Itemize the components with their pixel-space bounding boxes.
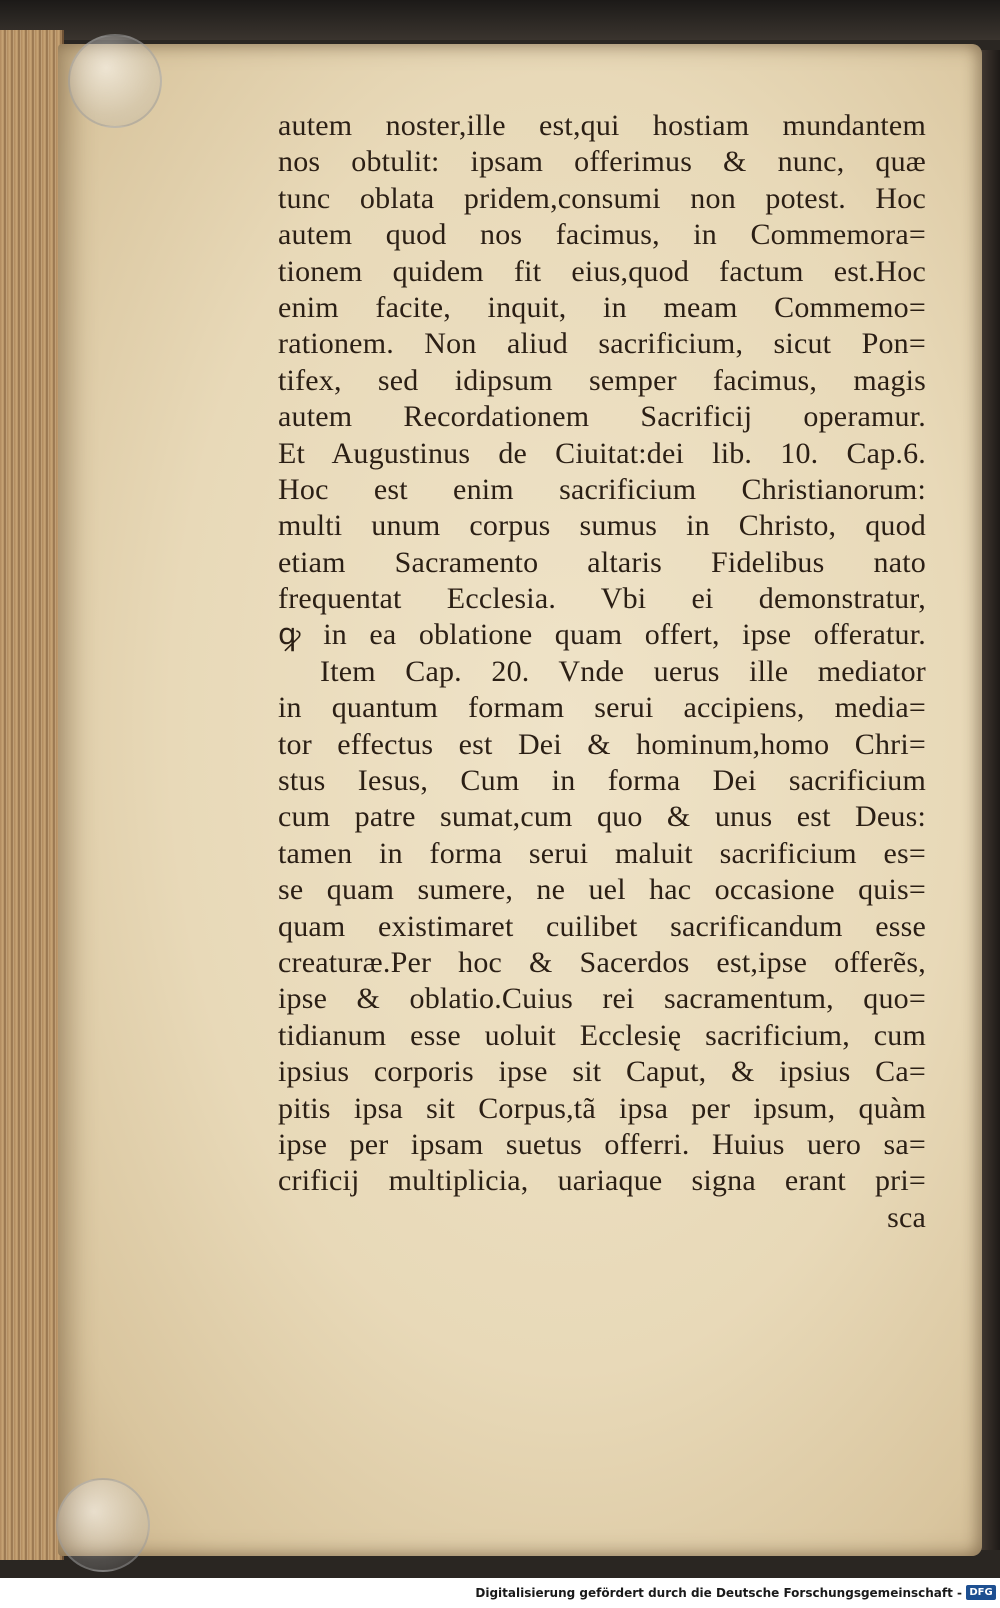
- text-line: pitis ipsa sit Corpus,tã ipsa per ipsum, quàm: [278, 1091, 926, 1125]
- text-line: tamen in forma serui maluit sacrificium es=: [278, 836, 926, 870]
- text-line: ipsius corporis ipse sit Caput, & ipsius Ca=: [278, 1055, 926, 1089]
- text-line: autem quod nos facimus, in Commemora=: [278, 218, 926, 252]
- text-line: tor effectus est Dei & hominum,homo Chri=: [278, 727, 926, 761]
- page-clip-icon: [68, 34, 162, 128]
- page-edges: [0, 30, 64, 1560]
- text-line: crificij multiplicia, uariaque signa erant pri=: [278, 1164, 926, 1198]
- text-line: ꝙ in ea oblatione quam offert, ipse offeratur.: [278, 618, 926, 652]
- text-line: etiam Sacramento altaris Fidelibus nato: [278, 545, 926, 579]
- text-line: se quam sumere, ne uel hac occasione quis=: [278, 873, 926, 907]
- text-line: ipse per ipsam suetus offerri. Huius uero sa=: [278, 1127, 926, 1161]
- text-line: frequentat Ecclesia. Vbi ei demonstratur,: [278, 582, 926, 616]
- text-line: Et Augustinus de Ciuitat:dei lib. 10. Cap.6.: [278, 436, 926, 470]
- text-line: ipse & oblatio.Cuius rei sacramentum, quo=: [278, 982, 926, 1016]
- text-line: Item Cap. 20. Vnde uerus ille mediator: [320, 654, 926, 688]
- text-line: tifex, sed idipsum semper facimus, magis: [278, 363, 926, 397]
- body-text: [278, 108, 926, 1236]
- text-line: quam existimaret cuilibet sacrificandum esse: [278, 909, 926, 943]
- text-line: autem Recordationem Sacrificij operamur.: [278, 400, 926, 434]
- text-line: enim facite, inquit, in meam Commemo=: [278, 290, 926, 324]
- funding-credit: Digitalisierung gefördert durch die Deutsche Forschungsgemeinschaft -: [475, 1586, 962, 1600]
- text-line: autem noster,ille est,qui hostiam mundantem: [278, 109, 926, 142]
- text-line: in quantum formam serui accipiens, media=: [278, 691, 926, 725]
- catchword: sca: [887, 1200, 926, 1234]
- footer-bar: [0, 1578, 1000, 1608]
- text-line: tidianum esse uoluit Ecclesię sacrificium, cum: [278, 1018, 926, 1052]
- text-line: Hoc est enim sacrificium Christianorum:: [278, 472, 926, 506]
- text-line: cum patre sumat,cum quo & unus est Deus:: [278, 800, 926, 834]
- text-line: creaturæ.Per hoc & Sacerdos est,ipse offerẽs,: [278, 945, 926, 979]
- book-cover-top: [0, 0, 1000, 40]
- page-clip-icon: [56, 1478, 150, 1572]
- text-line: tionem quidem fit eius,quod factum est.Hoc: [278, 254, 926, 288]
- dfg-logo-icon: DFG: [966, 1585, 996, 1600]
- text-line: nos obtulit: ipsam offerimus & nunc, quæ: [278, 145, 926, 179]
- text-line: stus Iesus, Cum in forma Dei sacrificium: [278, 764, 926, 798]
- text-line: multi unum corpus sumus in Christo, quod: [278, 509, 926, 543]
- text-line: tunc oblata pridem,consumi non potest. Hoc: [278, 181, 926, 215]
- text-line: rationem. Non aliud sacrificium, sicut Pon=: [278, 327, 926, 361]
